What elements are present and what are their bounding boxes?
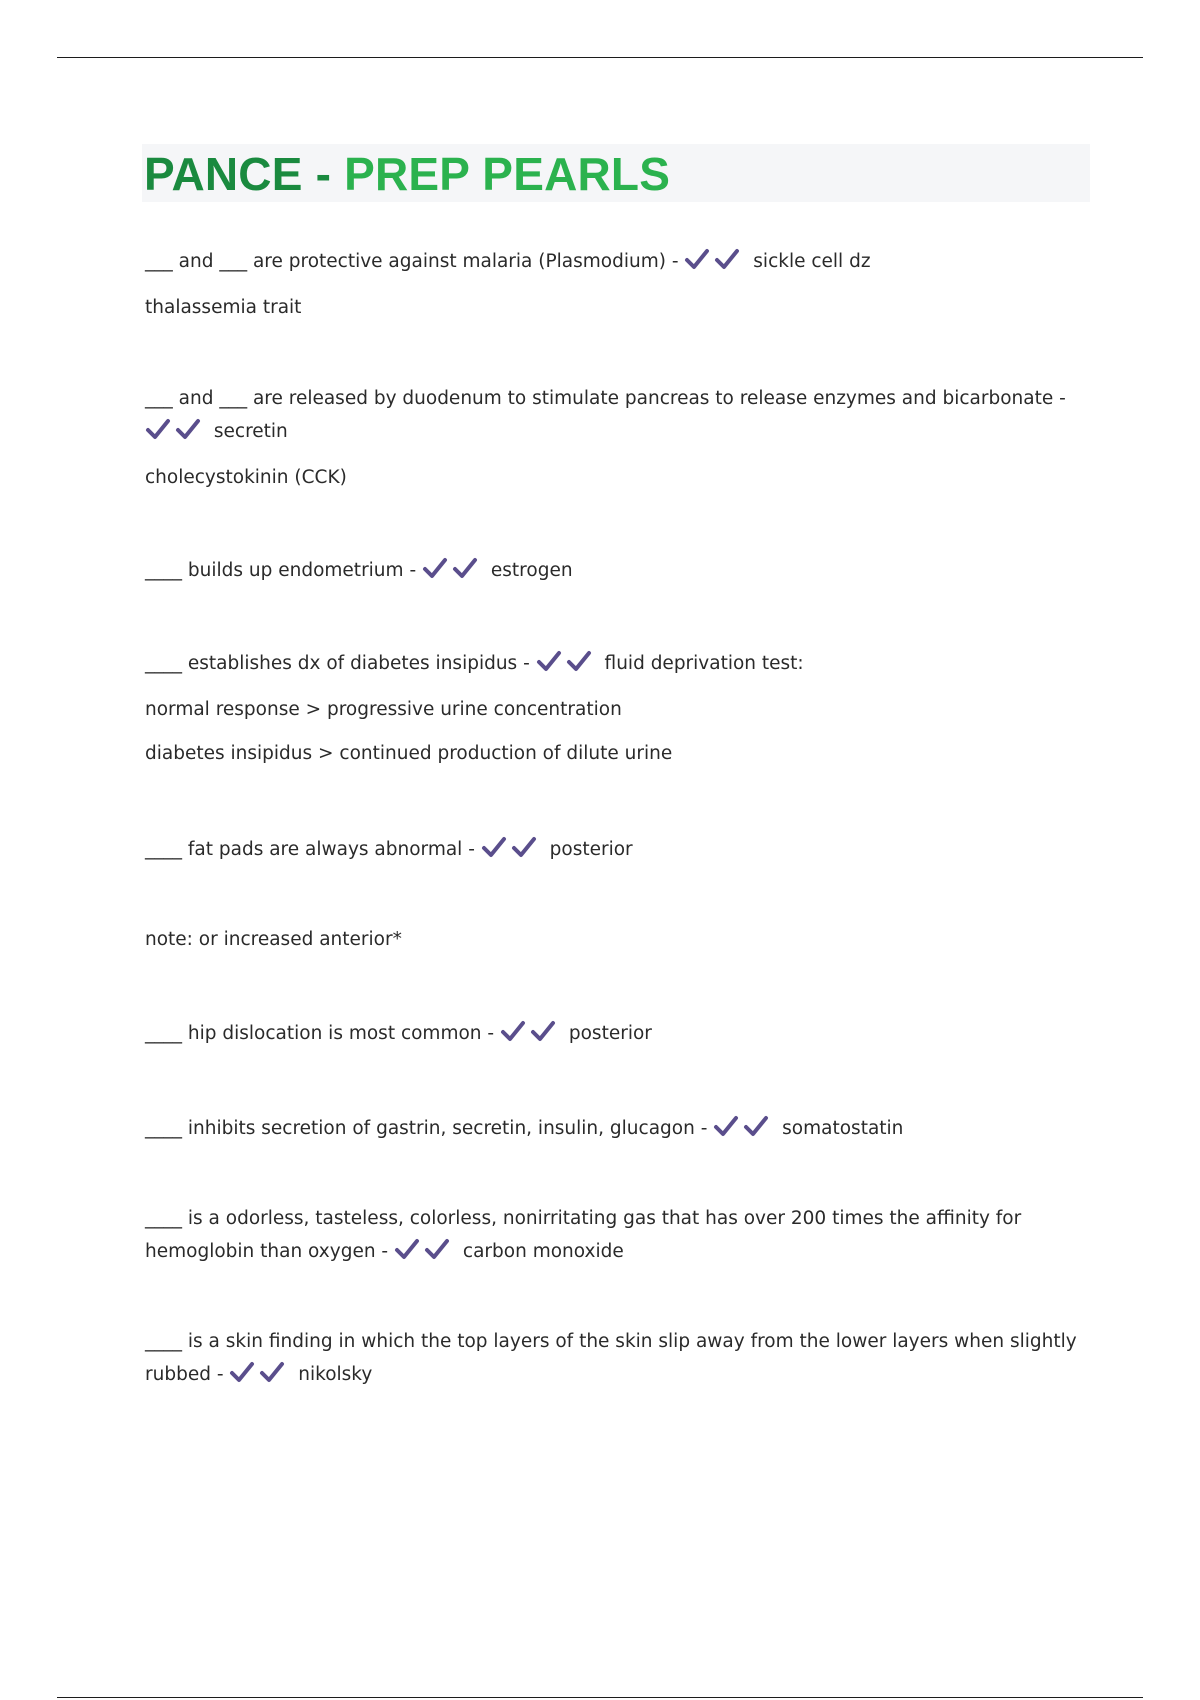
card-9-answer: nikolsky	[298, 1364, 373, 1385]
double-checkmark-icon	[713, 1115, 773, 1145]
card-4-extra-2: diabetes insipidus > continued production of dilute urine	[145, 743, 673, 764]
document-title	[144, 146, 670, 202]
double-checkmark-icon	[145, 418, 205, 448]
card-5-question-line	[145, 836, 633, 866]
double-checkmark-icon	[500, 1020, 560, 1050]
card-8-question-cont: hemoglobin than oxygen -	[145, 1241, 389, 1262]
card-1-question-line	[145, 248, 871, 278]
double-checkmark-icon	[481, 836, 541, 866]
card-3-question-line	[145, 557, 573, 587]
card-6-question: ____ hip dislocation is most common -	[145, 1023, 495, 1044]
card-9-question-line-2	[145, 1361, 372, 1391]
card-6-question-line	[145, 1020, 652, 1050]
card-4-answer: fluid deprivation test:	[604, 653, 804, 674]
footer-rule	[57, 1697, 1143, 1698]
card-8-question: ____ is a odorless, tasteless, colorless, nonirritating gas that has over 200 times the affinity for	[145, 1208, 1022, 1229]
card-3-answer: estrogen	[490, 560, 573, 581]
card-4-question: ____ establishes dx of diabetes insipidus -	[145, 653, 530, 674]
double-checkmark-icon	[684, 248, 744, 278]
title-part-pance: PANCE -	[144, 148, 345, 200]
double-checkmark-icon	[229, 1361, 289, 1391]
card-6-answer: posterior	[568, 1023, 652, 1044]
card-7-answer: somatostatin	[782, 1118, 904, 1139]
card-4-question-line	[145, 650, 804, 680]
card-1-answer: sickle cell dz	[753, 251, 871, 272]
header-rule	[57, 57, 1143, 58]
title-part-prep-pearls: PREP PEARLS	[344, 148, 671, 200]
double-checkmark-icon	[394, 1238, 454, 1268]
card-5-question: ____ fat pads are always abnormal -	[145, 839, 475, 860]
double-checkmark-icon	[422, 557, 482, 587]
card-8-question-line-2	[145, 1238, 624, 1268]
card-1-question: ___ and ___ are protective against malaria (Plasmodium) -	[145, 251, 679, 272]
card-5-extra-1: note: or increased anterior*	[145, 929, 402, 950]
card-8-answer: carbon monoxide	[462, 1241, 624, 1262]
card-5-answer: posterior	[549, 839, 633, 860]
double-checkmark-icon	[536, 650, 596, 680]
card-3-question: ____ builds up endometrium -	[145, 560, 417, 581]
card-2-answer: secretin	[213, 421, 288, 442]
card-2-answer-line	[145, 418, 288, 448]
card-2-question: ___ and ___ are released by duodenum to stimulate pancreas to release enzymes and bicarbonate -	[145, 388, 1066, 409]
card-7-question-line	[145, 1115, 903, 1145]
card-1-extra-1: thalassemia trait	[145, 297, 302, 318]
card-9-question-cont: rubbed -	[145, 1364, 224, 1385]
card-2-extra-1: cholecystokinin (CCK)	[145, 467, 347, 488]
card-7-question: ____ inhibits secretion of gastrin, secretin, insulin, glucagon -	[145, 1118, 708, 1139]
card-4-extra-1: normal response > progressive urine concentration	[145, 699, 622, 720]
card-9-question: ____ is a skin finding in which the top layers of the skin slip away from the lower layers when slightly	[145, 1331, 1077, 1352]
